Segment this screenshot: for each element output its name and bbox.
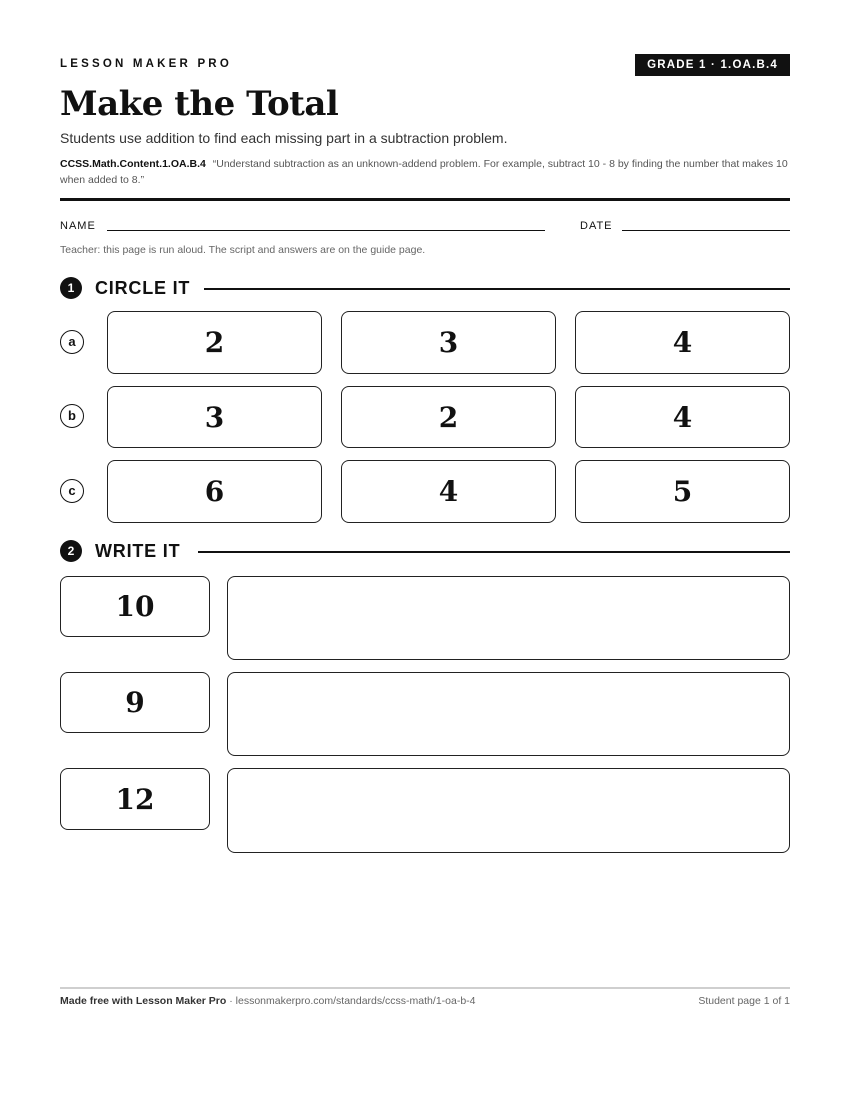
- brand-name: LESSON MAKER PRO: [60, 58, 232, 70]
- worksheet-page: [60, 0, 790, 1100]
- answer-write-area[interactable]: [227, 672, 790, 756]
- total-box: 10: [60, 576, 210, 637]
- row-label-c: c: [60, 479, 84, 503]
- footer-made-with: Made free with Lesson Maker Pro: [60, 995, 227, 1007]
- teacher-note: Teacher: this page is run aloud. The script and answers are on the guide page.: [60, 244, 426, 256]
- section-circle-it-header: [60, 275, 790, 299]
- row-label-a: a: [60, 330, 84, 354]
- standard-text: “Understand subtraction as an unknown-addend problem. For example, subtract 10 - 8 by finding the number that makes 10 when added to 8.”: [60, 158, 788, 186]
- answer-choice[interactable]: 3: [341, 311, 556, 374]
- answer-write-area[interactable]: [227, 768, 790, 853]
- header-divider: [60, 198, 790, 201]
- footer-url[interactable]: lessonmakerpro.com/standards/ccss-math/1-oa-b-4: [235, 995, 476, 1007]
- footer-divider: [60, 987, 790, 989]
- footer-credit: [60, 995, 476, 1007]
- name-label: NAME: [60, 220, 96, 232]
- answer-choice[interactable]: 4: [575, 311, 790, 374]
- standard-description: [60, 156, 790, 188]
- section-rule: [198, 551, 790, 553]
- answer-choice[interactable]: 4: [341, 460, 556, 523]
- section-number: 1: [60, 277, 82, 299]
- standard-code: CCSS.Math.Content.1.OA.B.4: [60, 158, 206, 170]
- row-label-b: b: [60, 404, 84, 428]
- answer-write-area[interactable]: [227, 576, 790, 660]
- answer-choice[interactable]: 3: [107, 386, 322, 448]
- date-label: DATE: [580, 220, 613, 232]
- total-box: 9: [60, 672, 210, 733]
- date-field[interactable]: [622, 230, 790, 231]
- answer-choice[interactable]: 5: [575, 460, 790, 523]
- page-subtitle: Students use addition to find each missing part in a subtraction problem.: [60, 130, 508, 146]
- answer-choice[interactable]: 2: [341, 386, 556, 448]
- footer-page-info: Student page 1 of 1: [698, 995, 790, 1007]
- section-title: WRITE IT: [95, 541, 181, 561]
- grade-badge: GRADE 1 · 1.OA.B.4: [635, 54, 790, 76]
- page-title: Make the Total: [60, 84, 339, 124]
- name-field[interactable]: [107, 230, 545, 231]
- section-write-it-header: [60, 538, 790, 562]
- answer-choice[interactable]: 2: [107, 311, 322, 374]
- section-title: CIRCLE IT: [95, 278, 191, 298]
- total-box: 12: [60, 768, 210, 830]
- section-rule: [204, 288, 790, 290]
- footer-separator: ·: [226, 995, 236, 1007]
- answer-choice[interactable]: 4: [575, 386, 790, 448]
- answer-choice[interactable]: 6: [107, 460, 322, 523]
- section-number: 2: [60, 540, 82, 562]
